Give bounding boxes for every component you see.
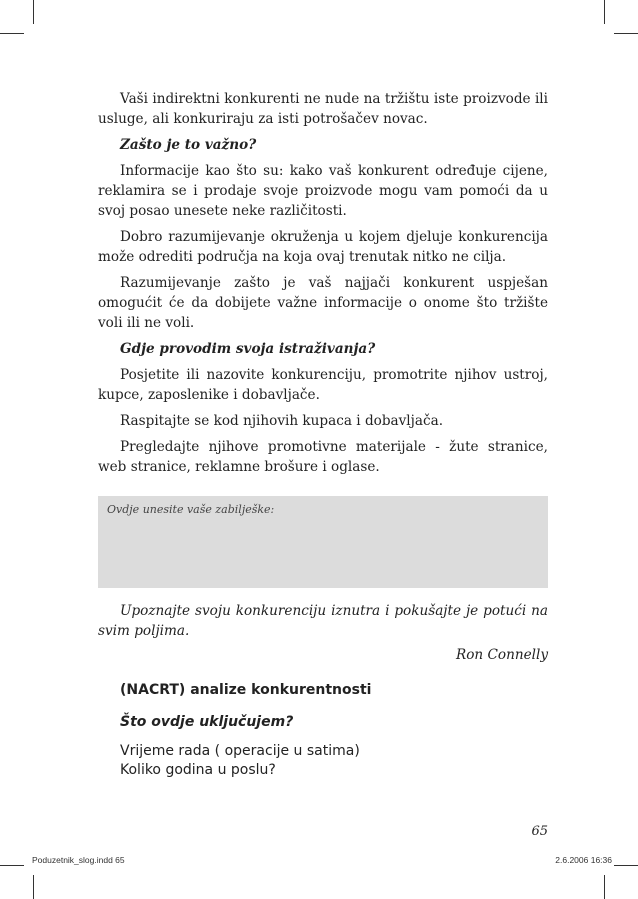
slug-datetime: 2.6.2006 16:36 (555, 855, 612, 865)
page-number: 65 (531, 824, 548, 839)
crop-mark (604, 875, 605, 899)
list-item: Koliko godina u poslu? (120, 762, 276, 778)
paragraph: Razumijevanje zašto je vaš najjači konkurent uspješan omogućit će da dobijete važne informacije o onome što tržište voli ili ne voli. (98, 275, 548, 331)
paragraph: Pregledajte njihove promotivne materijale - žute stranice, web stranice, reklamne brošure i oglase. (98, 439, 548, 475)
notes-box[interactable] (98, 496, 548, 588)
paragraph: Raspitajte se kod njihovih kupaca i dobavljača. (120, 413, 444, 429)
crop-mark (614, 33, 638, 34)
crop-mark (604, 0, 605, 24)
body-text (98, 89, 548, 483)
quote-author: Ron Connelly (455, 647, 548, 663)
slug-filename: Poduzetnik_slog.indd 65 (32, 855, 125, 865)
paragraph: Dobro razumijevanje okruženja u kojem djeluje konkurencija može odrediti područja na koja ovaj trenutak nitko ne cilja. (98, 229, 548, 265)
paragraph: Posjetite ili nazovite konkurenciju, promotrite njihov ustroj, kupce, zaposlenike i dobavljače. (98, 367, 548, 403)
paragraph: Vaši indirektni konkurenti ne nude na tržištu iste proizvode ili usluge, ali konkuriraju za isti potrošačev novac. (98, 91, 548, 127)
list-item: Vrijeme rada ( operacije u satima) (120, 743, 360, 759)
crop-mark (0, 33, 24, 34)
crop-mark (0, 865, 24, 866)
draft-subheading: Što ovdje uključujem? (120, 714, 294, 730)
crop-mark (33, 0, 34, 24)
quote-text: Upoznajte svoju konkurenciju iznutra i pokušajte je potući na svim poljima. (98, 603, 548, 639)
draft-list (120, 742, 550, 780)
notes-label: Ovdje unesite vaše zabilješke: (107, 503, 275, 516)
crop-mark (33, 875, 34, 899)
paragraph: Informacije kao što su: kako vaš konkurent određuje cijene, reklamira se i prodaje svoje proizvode mogu vam pomoći da u svoj posao unesete neke različitosti. (98, 163, 548, 219)
crop-mark (614, 865, 638, 866)
subheading: Zašto je to važno? (120, 137, 257, 153)
subheading: Gdje provodim svoja istraživanja? (120, 341, 376, 357)
draft-title: (NACRT) analize konkurentnosti (120, 682, 372, 698)
quote-block (98, 601, 548, 665)
